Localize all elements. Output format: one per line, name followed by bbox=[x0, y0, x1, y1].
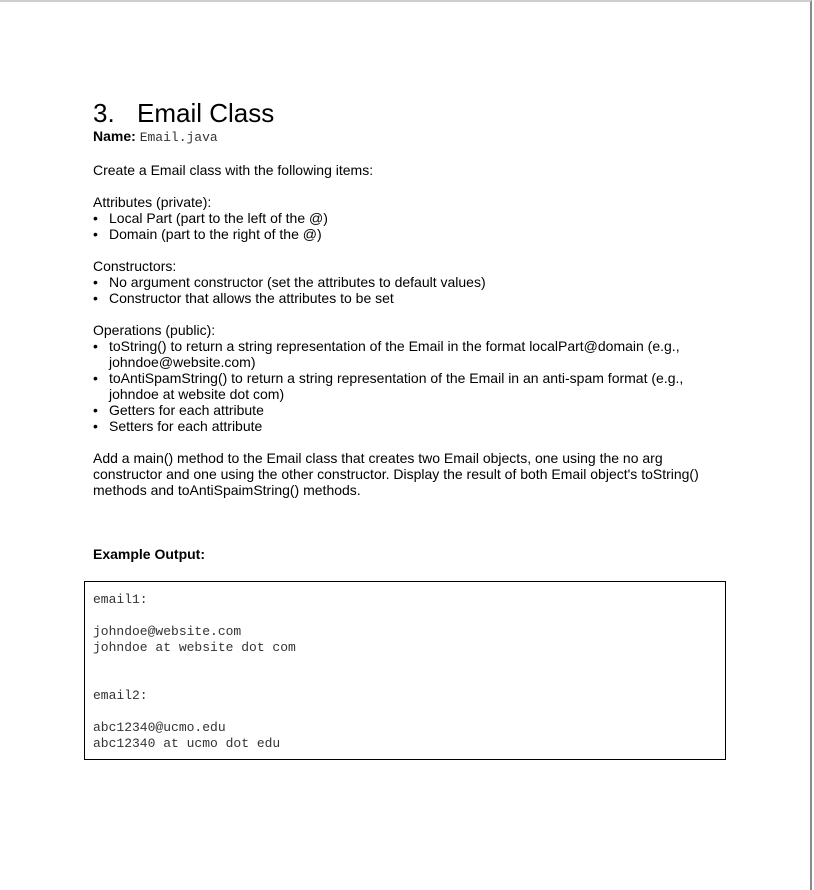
output-line: abc12340@ucmo.edu bbox=[93, 720, 226, 735]
output-line: abc12340 at ucmo dot edu bbox=[93, 736, 281, 751]
main-instructions: Add a main() method to the Email class that creates two Email objects, one using the no arg constructor and one using the other constructor. Display the result of both Email object's toString() methods and toAntiSpaimString() methods. bbox=[93, 450, 699, 498]
attributes-list bbox=[93, 210, 733, 242]
operations-list bbox=[93, 338, 733, 434]
list-item: • Constructor that allows the attributes to be set bbox=[93, 290, 733, 306]
list-item: • Domain (part to the right of the @) bbox=[93, 226, 733, 242]
section-title bbox=[93, 98, 733, 128]
output-line bbox=[93, 704, 717, 720]
output-line bbox=[93, 672, 717, 688]
output-line bbox=[93, 608, 717, 624]
constructors-list bbox=[93, 274, 733, 306]
output-line: johndoe at website dot com bbox=[93, 640, 296, 655]
file-name-line bbox=[93, 128, 733, 146]
attributes-section bbox=[93, 194, 733, 242]
output-line: email2: bbox=[93, 688, 148, 703]
output-line: johndoe@website.com bbox=[93, 624, 242, 639]
list-item: • No argument constructor (set the attributes to default values) bbox=[93, 274, 733, 290]
list-item: • toAntiSpamString() to return a string representation of the Email in an anti-spam format (e.g., johndoe at website dot com) bbox=[93, 370, 733, 402]
intro-text: Create a Email class with the following items: bbox=[93, 162, 374, 178]
name-label: Name: bbox=[93, 128, 136, 144]
output-line: email1: bbox=[93, 592, 148, 607]
operations-section bbox=[93, 322, 733, 434]
example-output-heading: Example Output: bbox=[93, 546, 206, 562]
list-item: • Setters for each attribute bbox=[93, 418, 733, 434]
operations-heading: Operations (public): bbox=[93, 322, 216, 338]
list-item: • Getters for each attribute bbox=[93, 402, 733, 418]
example-output-box bbox=[84, 581, 726, 760]
document-content bbox=[93, 98, 733, 562]
list-item: • Local Part (part to the left of the @) bbox=[93, 210, 733, 226]
section-number: 3. bbox=[93, 98, 115, 128]
constructors-section bbox=[93, 258, 733, 306]
list-item: • toString() to return a string representation of the Email in the format localPart@domain (e.g., johndoe@website.com) bbox=[93, 338, 733, 370]
section-title-text: Email Class bbox=[137, 98, 275, 128]
file-name: Email.java bbox=[139, 130, 218, 145]
output-line bbox=[93, 656, 717, 672]
constructors-heading: Constructors: bbox=[93, 258, 177, 274]
attributes-heading: Attributes (private): bbox=[93, 194, 212, 210]
